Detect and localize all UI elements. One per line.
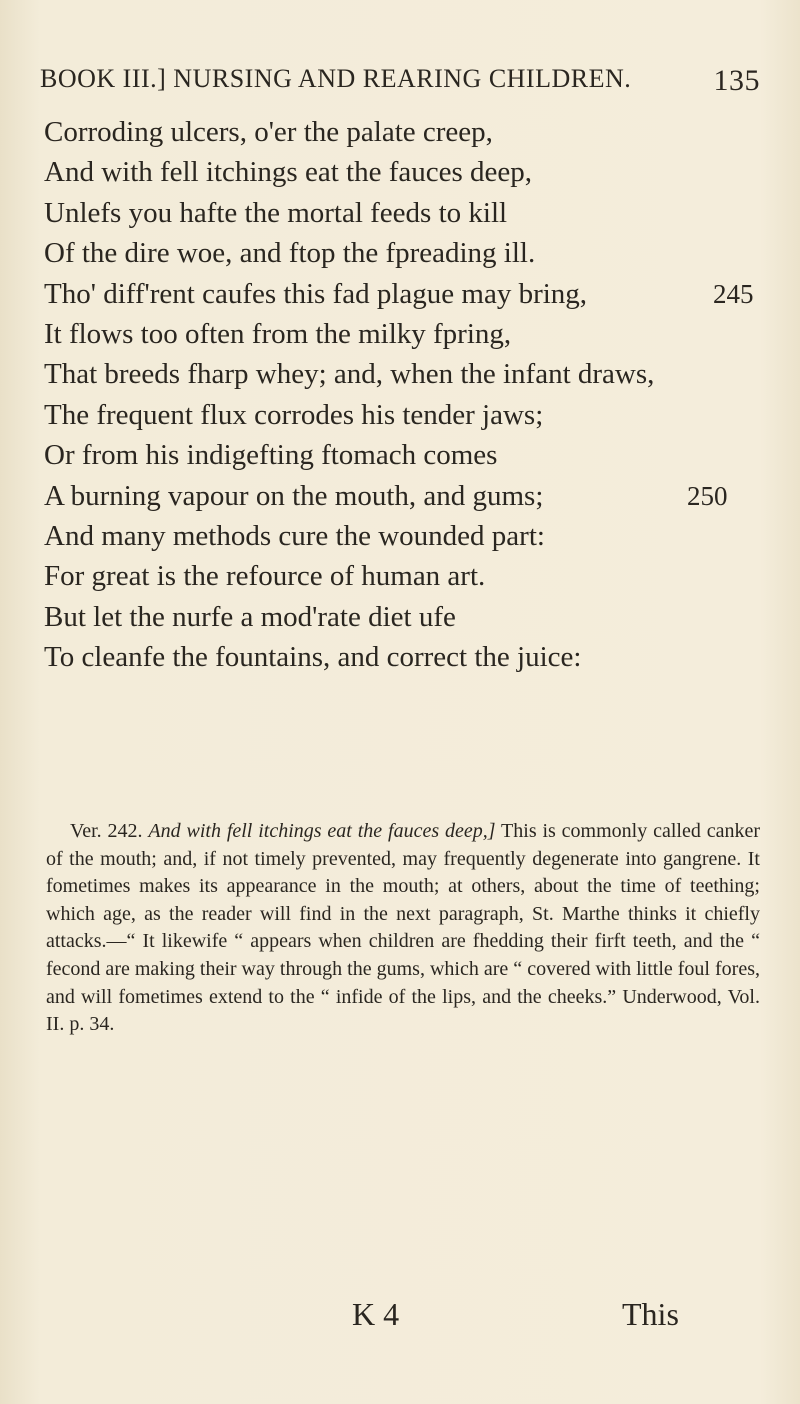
poem-line	[44, 314, 744, 354]
poem-line-text: It flows too often from the milky fpring,	[44, 317, 512, 350]
page-footer	[0, 1296, 800, 1340]
poem-line-text: But let the nurfe a mod'rate diet ufe	[44, 600, 456, 633]
running-head: BOOK III.] NURSING AND REARING CHILDREN.	[40, 64, 632, 93]
poem-line-text: Unlefs you hafte the mortal feeds to kill	[44, 196, 508, 229]
footnote-quote: And with fell itchings eat the fauces deep,]	[148, 820, 496, 842]
poem-line	[44, 354, 744, 394]
poem-line-text: A burning vapour on the mouth, and gums;	[44, 479, 544, 512]
poem-line-text: Or from his indigefting ftomach comes	[44, 439, 498, 472]
page-number: 135	[713, 64, 760, 97]
poem-line-text: And many methods cure the wounded part:	[44, 519, 545, 552]
poem-line-text: The frequent flux corrodes his tender jaws;	[44, 398, 544, 431]
footnote-body: This is commonly called canker of the mouth; and, if not timely prevented, may frequently degenerate into gangrene. It fometimes makes its appearance in the mouth; at others, about the time of teething; which age, as the reader will find in the next paragraph, St. Marthe thinks it chiefly attacks.—“ It likewife “ appears when children are fhedding their firft teeth, and the “ fecond are making their way through the gums, which are “ covered with little foul fores, and will fometimes extend to the “ infide of the lips, and the cheeks.” Underwood, Vol. II. p. 34.	[46, 820, 760, 1036]
poem-line	[44, 435, 744, 475]
poem-line-text: Of the dire woe, and ftop the fpreading ill.	[44, 237, 536, 270]
poem-line	[44, 112, 744, 152]
poem-line	[44, 395, 744, 435]
poem-line	[44, 556, 744, 596]
signature-mark: K 4	[352, 1296, 400, 1332]
poem-line	[44, 597, 744, 637]
footnote	[46, 818, 760, 1039]
poem-line	[44, 193, 744, 233]
catchword: This	[622, 1296, 679, 1332]
poem-line	[44, 233, 744, 273]
poem-line	[44, 476, 744, 516]
poem-line-text: For great is the refource of human art.	[44, 560, 486, 593]
footnote-paragraph	[46, 818, 760, 1039]
running-header	[40, 64, 760, 100]
line-number: 245	[713, 278, 754, 309]
line-number: 250	[687, 480, 728, 511]
poem-line	[44, 637, 744, 677]
poem-line	[44, 274, 754, 314]
poem-line	[44, 152, 744, 192]
poem-line-text: And with fell itchings eat the fauces deep,	[44, 156, 533, 189]
poem-line	[44, 516, 744, 556]
footnote-verse-ref: Ver. 242.	[70, 820, 143, 842]
poem-line-text: Corroding ulcers, o'er the palate creep,	[44, 116, 493, 148]
poem-line-text: Tho' diff'rent caufes this fad plague may bring,	[44, 277, 588, 310]
poem-line-text: That breeds fharp whey; and, when the infant draws,	[44, 358, 655, 391]
poem-line-text: To cleanfe the fountains, and correct the juice:	[44, 641, 582, 674]
poem-block	[44, 112, 754, 677]
